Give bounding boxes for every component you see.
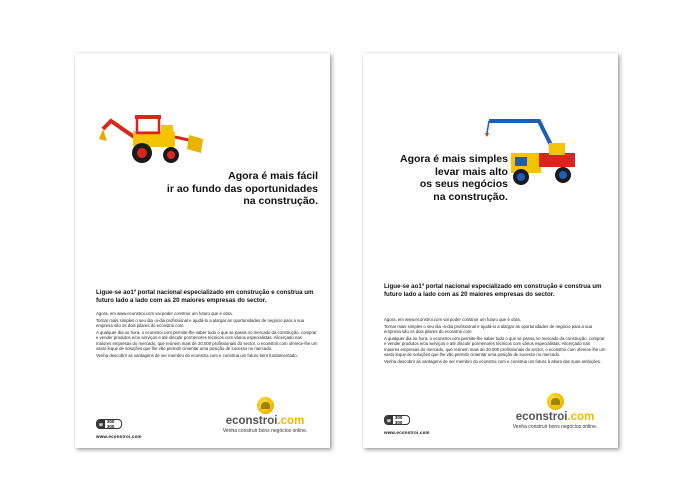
econstroi-logo-icon (257, 397, 274, 414)
phone-badge (96, 419, 122, 429)
phone-badge (384, 415, 410, 425)
brand-block (215, 397, 315, 434)
headline: Agora é mais fácil ir ao fundo das oportunidades na construção. (166, 170, 318, 207)
brand-slogan: Venha construir bons negócios online. (512, 424, 598, 430)
tagline: Ligue-se ao1º portal nacional especializado em construção e construa um futuro lado a lado com as 20 maiores empresas do sector. (384, 283, 602, 298)
brand-name: econstroi.com (515, 411, 595, 423)
backhoe-loader-toy-image (97, 101, 207, 176)
econstroi-logo-icon (547, 393, 564, 410)
body-copy: Agora, em www.econstroi.com vai poder construir um futuro que é obra. Tornar mais simples o seu dia -a-dia profissional e ajudá-lo a alargar as oportunidades de negócio para a sua empresa são os dois pilares do econstroi.com. A qualquer dia ou hora, o econstroi.com permite-lhe saber tudo o que se passa no mercado da construção, comprar e vender produtos e/ou serviços e até discutir pormenores técnicos com vários especialistas. Alicerçado nas maiores empresas do mercado, que reúnem mais de 20.000 profissionais do sector, o econstroi.com oferece-lhe um vasto leque de soluções que lhe vão permitir cimentar uma posição de sucesso no mercado. Venha descobrir as vantagens de ser membro do econstroi.com e construa um futuro à altura das suas ambições. (384, 317, 606, 364)
website-url: www.econstroi.com (384, 430, 430, 435)
tagline: Ligue-se ao1º portal nacional especializado em construção e construa um futuro lado a lado com as 20 maiores empresas do sector. (96, 289, 314, 304)
phone-badge-icon: ☏ (386, 417, 392, 423)
brand-block (505, 393, 605, 430)
ad-page-crane (363, 53, 618, 448)
phone-badge-icon: ☏ (98, 421, 104, 427)
website-url: www.econstroi.com (96, 434, 142, 439)
phone-badge-number: 300 300 (394, 415, 403, 425)
phone-badge-number: 300 300 (106, 419, 115, 429)
body-copy: Agora, em www.econstroi.com vai poder construir um futuro que é obra. Tornar mais simples o seu dia -a-dia profissional e ajudá-lo a alargar as oportunidades de negócio para a sua empresa são os dois pilares do econstroi.com. A qualquer dia ou hora, o econstroi.com permite-lhe saber tudo o que se passa no mercado da construção, comprar e vender produtos e/ou serviços e até discutir pormenores técnicos com vários especialistas. Alicerçado nas maiores empresas do mercado, que reúnem mais de 20.000 profissionais do sector, o econstroi.com oferece-lhe um vasto leque de soluções que lhe vão permitir cimentar uma posição de sucesso no mercado. Venha descobrir as vantagens de ser membro do econstroi.com e construa um futuro bem fundamentado. (96, 311, 318, 358)
brand-name: econstroi.com (225, 415, 305, 427)
headline: Agora é mais simples levar mais alto os seus negócios na construção. (400, 153, 508, 203)
ad-page-backhoe (75, 53, 330, 448)
brand-slogan: Venha construir bons negócios online. (222, 428, 308, 434)
